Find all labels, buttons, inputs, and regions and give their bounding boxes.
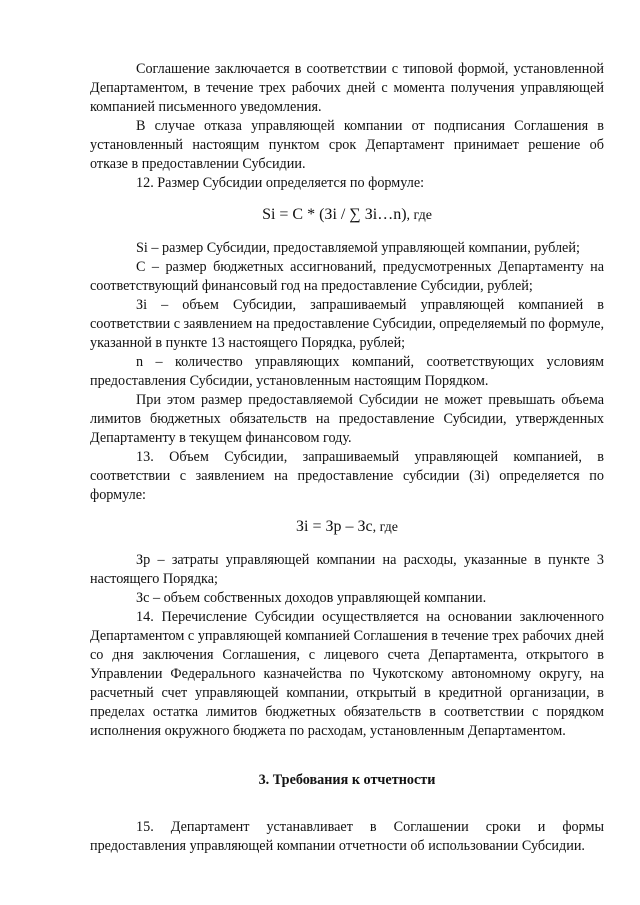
definition-zr: Зр – затраты управляющей компании на расходы, указанные в пункте 3 настоящего Порядка; xyxy=(90,552,604,587)
definition-zi: Зi – объем Субсидии, запрашиваемый управляющей компанией в соответствии с заявлением на предоставление Субсидии, определяемый по формуле, указанной в пункте 13 настоящего Порядка, рублей; xyxy=(90,297,605,351)
definition-n: n – количество управляющих компаний, соответствующих условиям предоставления Субсидии, установленным настоящим Порядком. xyxy=(90,354,604,389)
definition-si: Si – размер Субсидии, предоставляемой управляющей компании, рублей; xyxy=(136,240,580,256)
paragraph-limit: При этом размер предоставляемой Субсидии не может превышать объема лимитов бюджетных обязательств на предоставление Субсидии, утвержденных Департаменту в текущем финансовом году. xyxy=(90,392,604,446)
paragraph-14: 14. Перечисление Субсидии осуществляется на основании заключенного Департаментом с управляющей компанией Соглашения в течение трех рабочих дней со дня заключения Соглашения, с лицевого счета Департамента, открытого в Управлении Федерального казначейства по Чукотскому автономному округу, на расчетный счет управляющей компании, открытый в кредитной организации, в пределах остатка лимитов бюджетных обязательств в соответствии с порядком исполнения окружного бюджета по расходам, установленным Департаментом. xyxy=(90,609,604,739)
paragraph-13: 13. Объем Субсидии, запрашиваемый управляющей компанией, в соответствии с заявлением на предоставление субсидии (Зi) определяется по формуле: xyxy=(90,449,604,503)
formula-subsidy-where: , где xyxy=(406,208,432,223)
definition-zs: Зс – объем собственных доходов управляющей компании. xyxy=(136,590,487,606)
paragraph-refusal: В случае отказа управляющей компании от подписания Соглашения в установленный настоящим пунктом срок Департамент принимает решение об отказе в предоставлении Субсидии. xyxy=(90,118,604,172)
formula-volume-expression: Зi = Зр – Зс xyxy=(295,518,373,535)
formula-subsidy-size xyxy=(90,205,604,225)
paragraph-15: 15. Департамент устанавливает в Соглашении сроки и формы предоставления управляющей компании отчетности об использовании Субсидии. xyxy=(90,819,604,854)
formula-subsidy-expression: Si = С * (Зi / ∑ Зi…n) xyxy=(262,206,407,223)
paragraph-12-intro: 12. Размер Субсидии определяется по формуле: xyxy=(136,175,425,191)
definition-c: С – размер бюджетных ассигнований, предусмотренных Департаменту на соответствующий финансовый год на предоставление Субсидии, рублей; xyxy=(90,259,604,294)
formula-volume-where: , где xyxy=(372,520,398,535)
formula-requested-volume xyxy=(90,517,604,537)
paragraph-agreement-form: Соглашение заключается в соответствии с типовой формой, установленной Департаментом, в течение трех рабочих дней с момента получения управляющей компанией письменного уведомления. xyxy=(90,61,604,115)
section-heading-reporting: 3. Требования к отчетности xyxy=(258,772,436,788)
